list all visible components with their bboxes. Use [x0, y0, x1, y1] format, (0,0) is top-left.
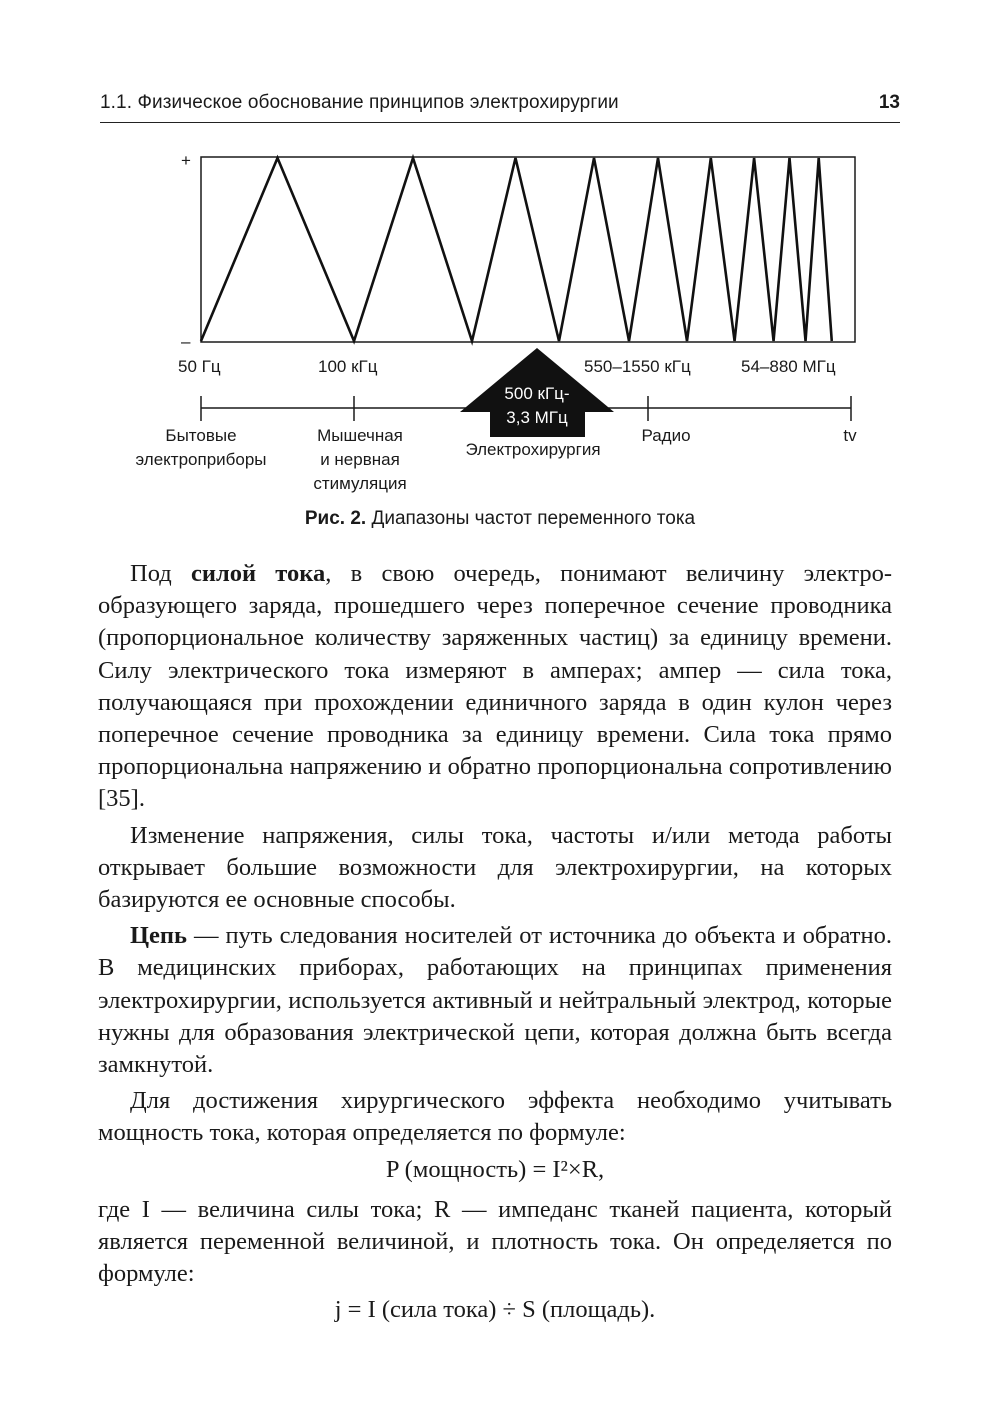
axis-minus: – [181, 332, 191, 351]
paragraph-voltage-change: Изменение напряжения, силы тока, частоты и/или метода работы открывает большие возможности для электрохирургии, на которых базируются ее основные способы. [98, 821, 892, 914]
paragraph-text: , в свою очередь, понимают величину электрообразующего заряда, прошедшего через поперечное сечение проводника (пропорциональное количеству заряженных частиц) за единицу времени. Силу электрического тока измеряют в амперах; ампер — сила тока, получающаяся при прохождении единичного заряда в один кулон через поперечное сечение проводника за единицу времени. Сила тока прямо пропорциональна напряжению и обратно пропорциональна сопротивлению [35]. [98, 560, 892, 813]
arrow-label-line2: 3,3 МГц [506, 408, 568, 427]
running-head [100, 90, 900, 123]
freq-label-50hz: 50 Гц [178, 357, 221, 376]
formula-density: j = I (сила тока) ÷ S (площадь). [334, 1296, 656, 1324]
paragraph-density: где I — величина силы тока; R — импеданс тканей пациента, который является переменной величиной, и плотность тока. Он определяется по формуле: [98, 1195, 892, 1288]
term-circuit: Цепь [130, 922, 188, 950]
axis-plus: + [181, 151, 191, 170]
triangle-waveform [201, 158, 832, 341]
freq-label-54-880mhz: 54–880 МГц [741, 357, 836, 376]
term-current-strength: силой тока [190, 560, 326, 587]
paragraph-power: Для достижения хирургического эффекта необходимо учитывать мощность тока, которая определяется по формуле: [98, 1087, 892, 1147]
frequency-figure [0, 140, 1000, 500]
freq-label-100khz: 100 кГц [318, 357, 378, 376]
category-muscle-line3: стимуляция [313, 474, 407, 493]
paragraph-circuit [98, 920, 892, 1081]
arrow-label-line1: 500 кГц- [504, 384, 570, 403]
paragraph-current-strength [98, 558, 892, 816]
category-electrosurgery: Электрохирургия [465, 440, 601, 459]
body-text [98, 558, 892, 1335]
paragraph-text: Под [130, 560, 191, 587]
category-radio: Радио [641, 426, 691, 445]
category-muscle-line2: и нервная [320, 450, 400, 469]
formula-power: P (мощность) = I²×R, [385, 1155, 605, 1183]
figure-caption-text: Диапазоны частот переменного тока [371, 508, 696, 529]
page-number: 13 [878, 92, 900, 113]
paragraph-text: — путь следования носителей от источника до объекта и обратно. В медицинских приборах, работающих на принципах применения электрохирургии, используется активный и нейтральный электрод, которые нужны для образования электрической цепи, которая должна быть всегда замкнутой. [98, 922, 892, 1079]
figure-caption-label: Рис. 2. [304, 508, 367, 529]
category-tv: tv [843, 426, 857, 445]
category-household-line1: Бытовые [165, 426, 237, 445]
category-muscle-line1: Мышечная [317, 426, 403, 445]
figure-caption [0, 508, 1000, 530]
category-household-line2: электроприборы [135, 450, 267, 469]
running-title: 1.1. Физическое обоснование принципов электрохирургии [100, 92, 619, 113]
freq-label-550-1550khz: 550–1550 кГц [584, 357, 691, 376]
